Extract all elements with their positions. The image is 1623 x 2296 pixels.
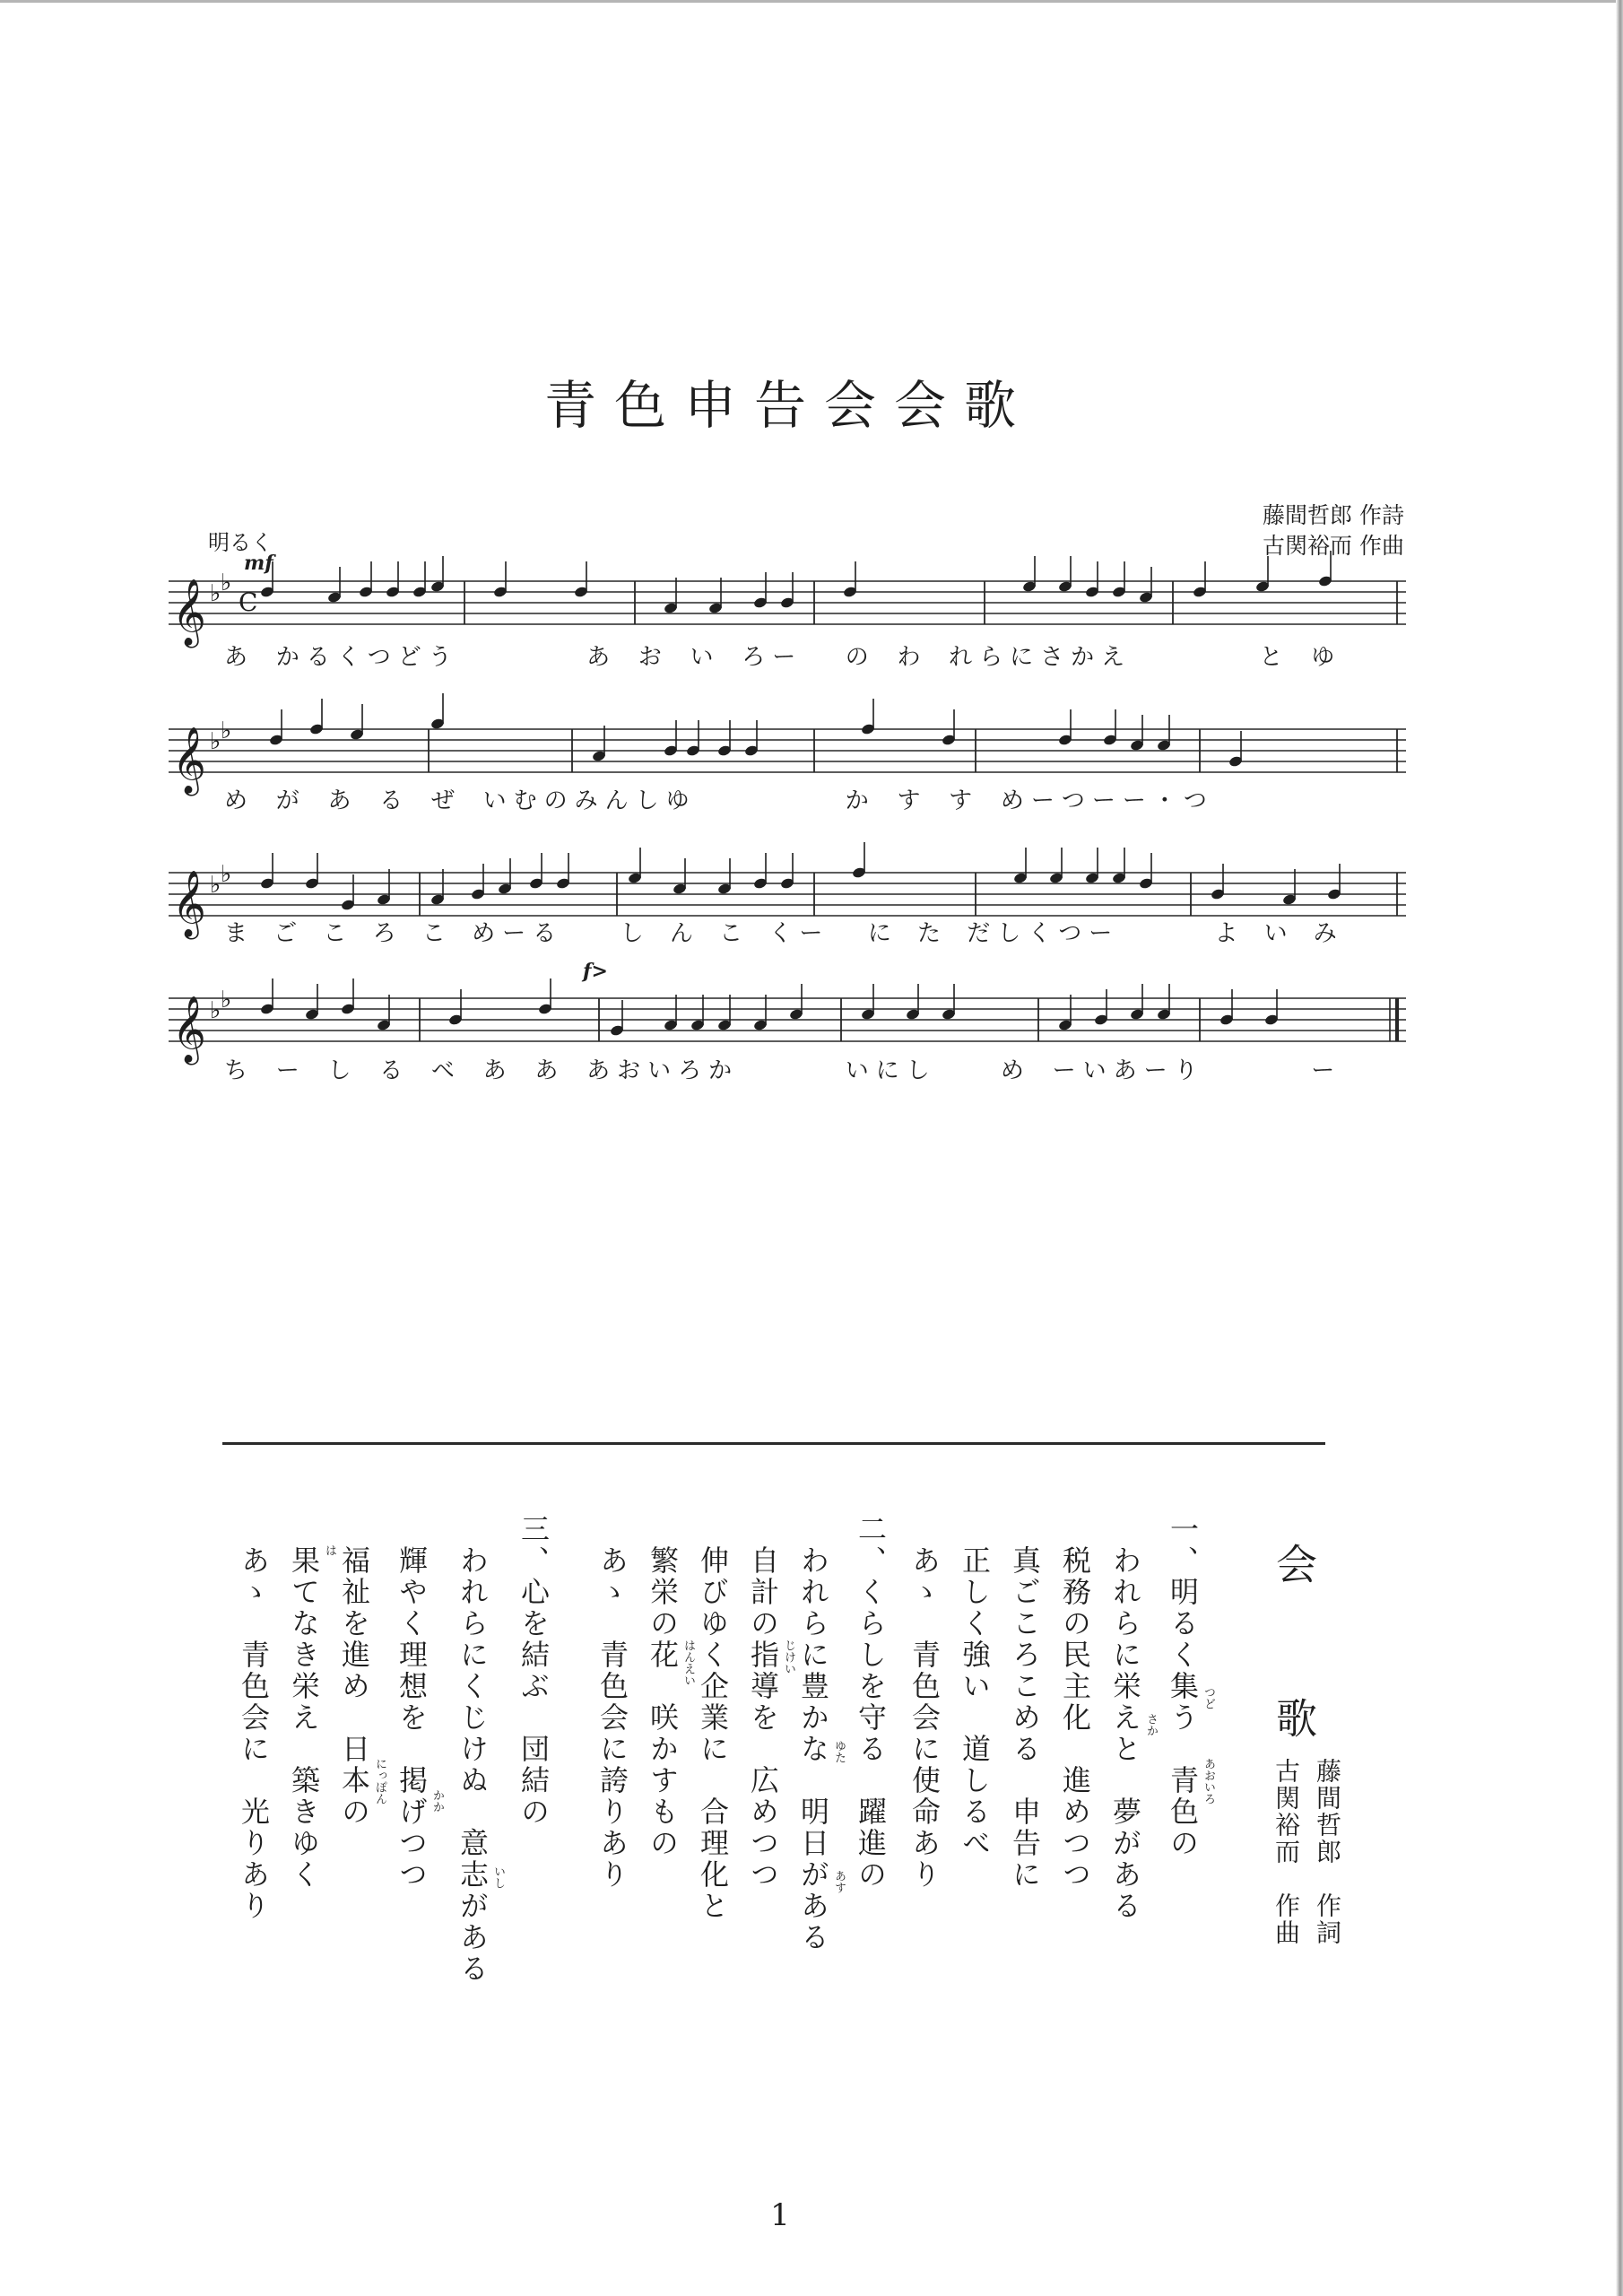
lyric-syllable: ま (224, 920, 256, 947)
page-edge-top (0, 0, 1623, 3)
page-number: 1 (770, 2197, 790, 2233)
verse1-line5: 正しく強い 道しるべ (958, 1514, 992, 1859)
staff-system-4 (169, 982, 1406, 1063)
lyric-syllable: あ (586, 644, 618, 671)
flat-icon: ♭ (221, 570, 232, 596)
verse1-line1: 一、明るく集う 青色の (1166, 1514, 1200, 1859)
flat-icon: ♭ (221, 861, 232, 888)
lyric-syllable: し (327, 1057, 359, 1084)
verse-composer: 古関裕而 作曲 (1271, 1758, 1301, 1946)
lyric-syllable: こ (323, 920, 354, 947)
section-divider (222, 1442, 1325, 1445)
verse2-line2: われらに豊かな 明日がある (796, 1514, 830, 1953)
lyric-syllable: が (275, 787, 307, 814)
verse3-line4: 福祉を進め 日本の (337, 1514, 371, 1828)
lyric-syllable: め (224, 787, 256, 814)
lyric-syllable: かるくつどう (275, 644, 459, 671)
flat-icon: ♭ (221, 987, 232, 1013)
treble-clef-icon: 𝄞 (172, 871, 206, 937)
lyric-syllable: あ (327, 787, 359, 814)
score-credits (1263, 500, 1404, 561)
dynamic-f-accent: f> (583, 960, 608, 983)
ruby-hanei: はんえい (681, 1639, 695, 1686)
lyric-syllable: ベ (430, 1057, 462, 1084)
ruby-ha: は (323, 1544, 336, 1556)
verse1-line2: われらに栄えと 夢がある (1108, 1514, 1142, 1922)
staff-4 (169, 982, 1406, 1063)
ruby-asu: あす (832, 1870, 846, 1893)
lyric-syllable: あおいろか (586, 1057, 740, 1084)
lyric-syllable: か (845, 787, 876, 814)
treble-clef-icon: 𝄞 (172, 579, 206, 646)
verse3-line1: 三、心を結ぶ 団結の (516, 1514, 551, 1828)
verse3-line3: 輝やく理想を 掲げつつ (395, 1514, 429, 1891)
lyric-syllable: ろー (742, 644, 803, 671)
lyric-syllable: あ (224, 644, 256, 671)
verse2-line5: 繁栄の花 咲かすもの (646, 1514, 680, 1859)
flat-icon: ♭ (210, 997, 221, 1024)
ruby-aoiro: あおいろ (1202, 1758, 1215, 1805)
verse1-line3: 税務の民主化 進めつつ (1058, 1514, 1092, 1891)
lyric-syllable: ろ (372, 920, 404, 947)
verse1-line6: あゝ 青色会に使命あり (907, 1514, 942, 1891)
ruby-nippon: にっぽん (373, 1758, 386, 1805)
ruby-kaka: かか (430, 1789, 444, 1813)
lyric-syllable: ぜ (430, 787, 462, 814)
tempo-marking: 明るく (208, 530, 273, 555)
lyrics-line-2 (170, 782, 1408, 818)
lyric-syllable: み (1313, 920, 1344, 947)
verse2-line4: 伸びゆく企業に 合理化と (696, 1514, 730, 1922)
time-signature-c: C (239, 587, 258, 617)
lyric-syllable: る (379, 1057, 411, 1084)
lyric-syllable: めーる (472, 920, 564, 947)
lyric-syllable: ーいあーり (1052, 1057, 1205, 1084)
lyric-syllable: くー (768, 920, 830, 947)
lyric-syllable: ち (224, 1057, 256, 1084)
flat-icon: ♭ (210, 728, 221, 755)
lyric-syllable: だしくつー (967, 920, 1120, 947)
lyric-syllable: あ (482, 1057, 514, 1084)
ruby-saka: さか (1144, 1713, 1158, 1736)
lyric-syllable: よ (1214, 920, 1245, 947)
lyric-syllable: る (379, 787, 411, 814)
flat-icon: ♭ (210, 580, 221, 607)
lyric-syllable: と (1259, 644, 1290, 671)
lyric-syllable: めーつーー・つ (1000, 787, 1214, 814)
lyrics-line-3 (170, 915, 1408, 951)
lyric-syllable: ご (273, 920, 305, 947)
flat-icon: ♭ (210, 872, 221, 899)
lyric-syllable: こ (719, 920, 751, 947)
lyric-syllable: こ (421, 920, 453, 947)
ruby-tsudo: つど (1202, 1686, 1215, 1709)
lyric-syllable: い (1263, 920, 1295, 947)
lyric-syllable: ー (275, 1057, 307, 1084)
treble-clef-icon: 𝄞 (172, 996, 206, 1063)
verse-lyricist: 藤間哲郎 作詞 (1313, 1758, 1342, 1946)
lyric-syllable: ん (669, 920, 700, 947)
ruby-jikei: じけい (782, 1639, 795, 1674)
ruby-yuta: ゆた (832, 1740, 846, 1763)
dynamic-mf: mf (244, 552, 273, 575)
lyric-syllable: の (845, 644, 876, 671)
lyric-syllable: す (949, 787, 980, 814)
verse3-line2: われらにくじけぬ 意志がある (456, 1514, 490, 1985)
lyric-syllable: た (917, 920, 949, 947)
lyric-syllable: あ (534, 1057, 566, 1084)
verse-title: 会 歌 (1270, 1543, 1318, 1774)
composer-credit: 古関裕而 作曲 (1263, 533, 1404, 559)
staff-system-1 (169, 565, 1406, 646)
lyrics-line-4 (170, 1052, 1408, 1088)
lyric-syllable: ー (1311, 1057, 1342, 1084)
lyric-syllable: に (867, 920, 898, 947)
page-title: 青色申告会会歌 (543, 375, 1034, 436)
verse1-line4: 真ごころこめる 申告に (1008, 1514, 1042, 1891)
lyric-syllable: い (690, 644, 721, 671)
lyric-syllable: め (1000, 1057, 1031, 1084)
lyric-syllable: お (638, 644, 669, 671)
lyric-syllable: ゆ (1311, 644, 1342, 671)
lyric-syllable: す (897, 787, 928, 814)
staff-1 (169, 565, 1406, 646)
lyric-syllable: れらにさかえ (949, 644, 1133, 671)
lyric-syllable: し (620, 920, 651, 947)
verse3-line6: あゝ 青色会に 光りあり (237, 1514, 271, 1922)
treble-clef-icon: 𝄞 (172, 727, 206, 794)
verse2-line6: あゝ 青色会に誇りあり (595, 1514, 629, 1891)
ruby-ishi: いし (491, 1866, 505, 1889)
verse2-line1: 二、くらしを守る 躍進の (854, 1514, 888, 1891)
page-edge-right (1616, 0, 1623, 2296)
lyric-syllable: いむのみんしゆ (482, 787, 697, 814)
flat-icon: ♭ (221, 718, 232, 744)
lyric-syllable: いにし (845, 1057, 937, 1084)
verse2-line3: 自計の指導を 広めつつ (746, 1514, 780, 1891)
lyric-syllable: わ (897, 644, 928, 671)
verse3-line5: 果てなき栄え 築きゆく (287, 1514, 321, 1891)
lyricist-credit: 藤間哲郎 作詩 (1263, 502, 1404, 528)
lyrics-line-1 (170, 639, 1408, 674)
